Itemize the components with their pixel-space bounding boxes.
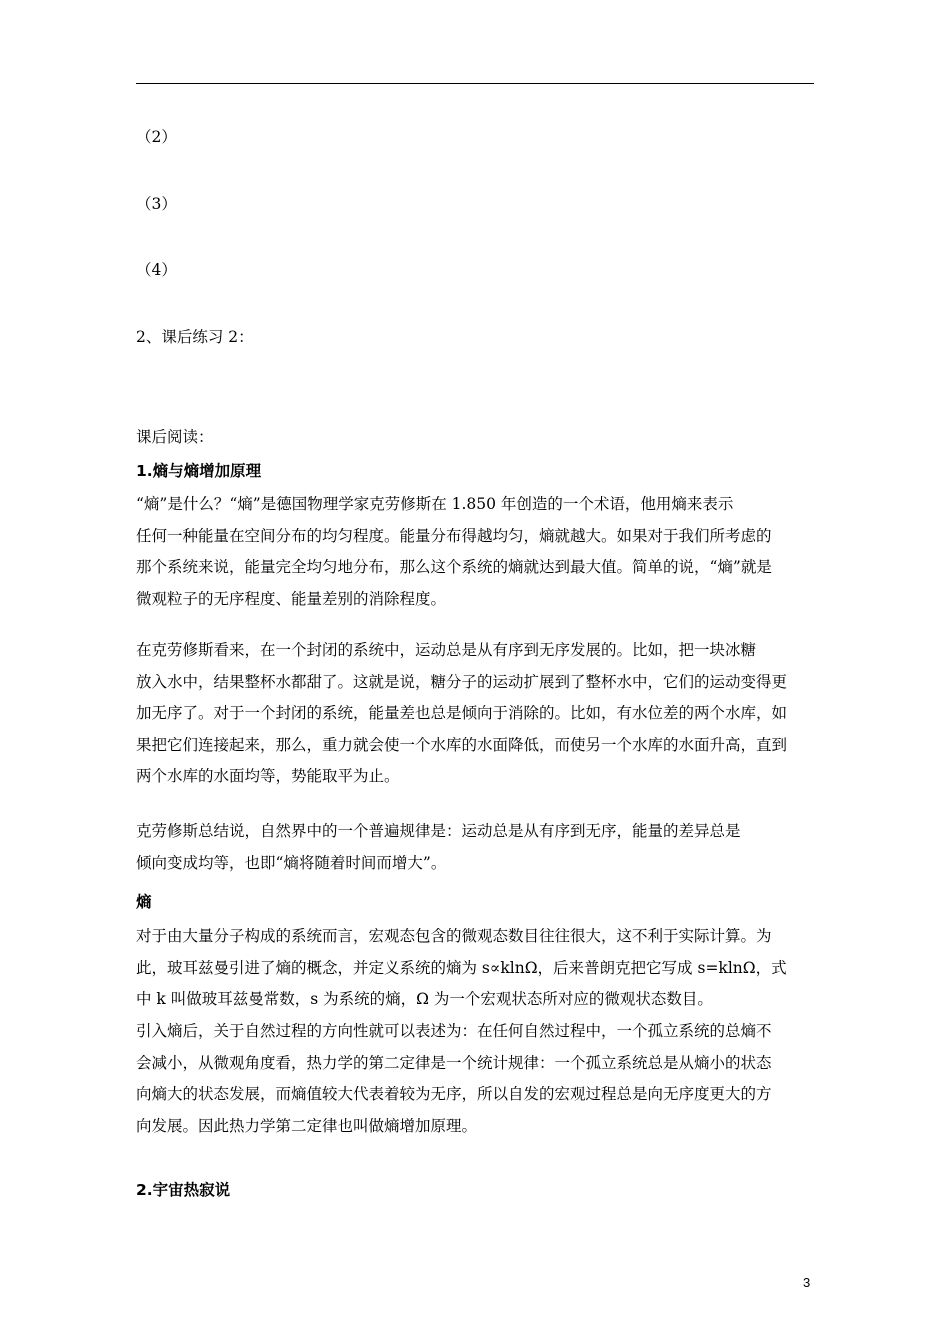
text-line: 引入熵后，关于自然过程的方向性就可以表述为：在任何自然过程中，一个孤立系统的总熵不 (136, 1022, 772, 1040)
text-line: 克劳修斯总结说，自然界中的一个普遍规律是：运动总是从有序到无序，能量的差异总是 (136, 822, 741, 840)
section-1-paragraph-1 (136, 494, 814, 620)
text-line: 向发展。因此热力学第二定律也叫做熵增加原理。 (136, 1116, 478, 1135)
text-line: 向熵大的状态发展，而熵值较大代表着较为无序，所以自发的宏观过程总是向无序度更大的方 (136, 1085, 772, 1103)
text-line: 微观粒子的无序程度、能量差别的消除程度。 (136, 589, 447, 608)
section-1-paragraph-3 (136, 821, 814, 884)
text-line: 倾向变成均等，也即“熵将随着时间而增大”。 (136, 853, 447, 872)
text-line: “熵”是什么？“熵”是德国物理学家克劳修斯在 1.850 年创造的一个术语，他用熵来表示 (136, 495, 734, 513)
entropy-paragraph-2 (136, 1021, 814, 1147)
text-line: 会减小，从微观角度看，热力学的第二定律是一个统计规律：一个孤立系统总是从熵小的状态 (136, 1053, 772, 1072)
page-number: 3 (803, 1275, 811, 1290)
text-line: 任何一种能量在空间分布的均匀程度。能量分布得越均匀，熵就越大。如果对于我们所考虑的 (136, 526, 772, 545)
entropy-heading: 熵 (136, 893, 152, 911)
section-1-paragraph-2 (136, 640, 814, 798)
item-2: （2） (136, 128, 177, 146)
item-4: （4） (136, 261, 177, 279)
text-line: 此，玻耳兹曼引进了熵的概念，并定义系统的熵为 s∝klnΩ，后来普朗克把它写成 s=klnΩ，式 (136, 958, 787, 977)
text-line: 在克劳修斯看来，在一个封闭的系统中，运动总是从有序到无序发展的。比如，把一块冰糖 (136, 641, 757, 659)
text-line: 果把它们连接起来，那么，重力就会使一个水库的水面降低，而使另一个水库的水面升高，直到 (136, 735, 788, 754)
text-line: 加无序了。对于一个封闭的系统，能量差也总是倾向于消除的。比如，有水位差的两个水库，如 (136, 704, 788, 722)
section-2-heading: 2.宇宙热寂说 (136, 1181, 231, 1199)
text-line: 那个系统来说，能量完全均匀地分布，那么这个系统的熵就达到最大值。简单的说，“熵”就是 (136, 558, 772, 576)
section-1-heading: 1.熵与熵增加原理 (136, 462, 262, 480)
exercise-2-label: 2、课后练习 2： (136, 328, 254, 346)
text-line: 放入水中，结果整杯水都甜了。这就是说，糖分子的运动扩展到了整杯水中，它们的运动变得更 (136, 672, 788, 691)
text-line: 对于由大量分子构成的系统而言，宏观态包含的微观态数目往往很大，这不利于实际计算。为 (136, 927, 772, 945)
text-line: 两个水库的水面均等，势能取平为止。 (136, 767, 400, 785)
header-rule (136, 83, 814, 84)
item-3: （3） (136, 195, 177, 213)
text-line: 中 k 叫做玻耳兹曼常数，s 为系统的熵，Ω 为一个宏观状态所对应的微观状态数目。 (136, 990, 713, 1008)
reading-label: 课后阅读： (136, 428, 214, 446)
entropy-paragraph-1 (136, 926, 814, 1021)
